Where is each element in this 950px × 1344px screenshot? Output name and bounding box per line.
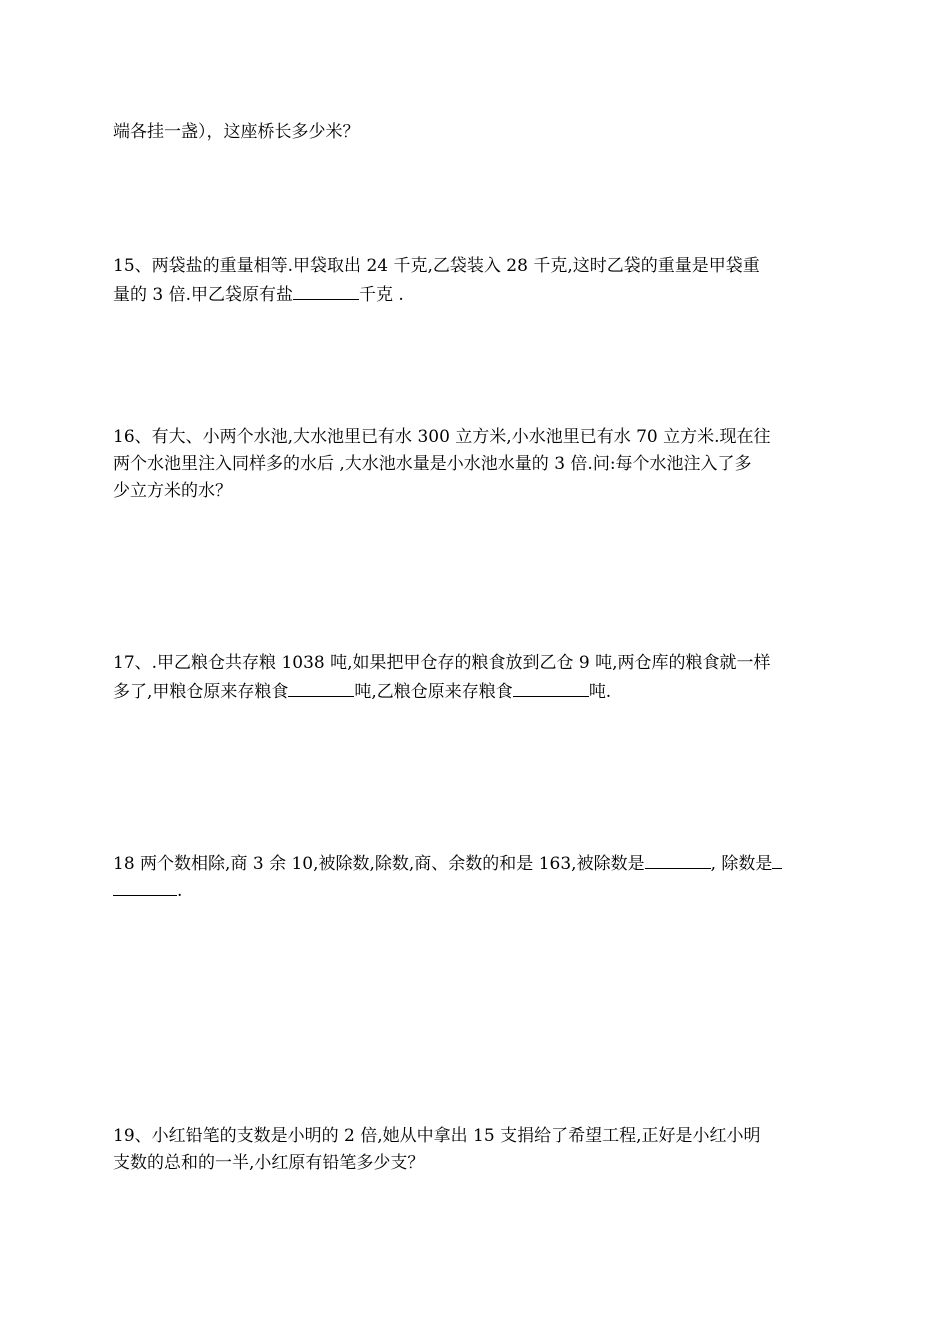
q16-line-2: 两个水池里注入同样多的水后 ,大水池水量是小水池水量的 3 倍.问:每个水池注入了多 [113,454,752,474]
q17-text-a: 多了,甲粮仓原来存粮食 [113,682,289,702]
q17-line-1: 17、.甲乙粮仓共存粮 1038 吨,如果把甲仓存的粮食放到乙仓 9 吨,两仓库的粮食就一样 [113,653,771,673]
q17-text-b: 吨,乙粮仓原来存粮食 [354,682,513,702]
q17-line-2 [113,678,611,704]
q15-answer-blank[interactable] [293,281,359,300]
q15-line-2 [113,281,404,307]
q19-line-1: 19、小红铅笔的支数是小明的 2 倍,她从中拿出 15 支捐给了希望工程,正好是小红小明 [113,1126,761,1146]
q14-line-1: 端各挂一盏），这座桥长多少米？ [113,122,360,142]
q15-line-1: 15、两袋盐的重量相等.甲袋取出 24 千克,乙袋装入 28 千克,这时乙袋的重量是甲袋重 [113,256,760,276]
q18-answer-blank-2-start[interactable] [772,850,782,869]
q18-answer-blank-2[interactable] [113,877,177,896]
q19-line-2: 支数的总和的一半,小红原有铅笔多少支？ [113,1153,425,1173]
q17-answer-blank-2[interactable] [513,678,589,697]
q17-text-c: 吨. [588,682,612,702]
q18-text-c: . [177,881,183,901]
q17-answer-blank-1[interactable] [288,678,354,697]
q18-answer-blank-1[interactable] [645,850,711,869]
q15-text-a: 量的 3 倍.甲乙袋原有盐 [113,285,294,305]
q18-line-2 [113,877,182,903]
q16-line-3: 少立方米的水？ [113,481,232,501]
q18-text-b: , 除数是 [710,854,773,874]
q18-text-a: 18 两个数相除,商 3 余 10,被除数,除数,商、余数的和是 163,被除数是 [113,854,645,874]
q15-text-b: 千克 . [359,285,404,305]
q16-line-1: 16、有大、小两个水池,大水池里已有水 300 立方米,小水池里已有水 70 立方米.现在往 [113,427,771,447]
q18-line-1 [113,850,782,876]
